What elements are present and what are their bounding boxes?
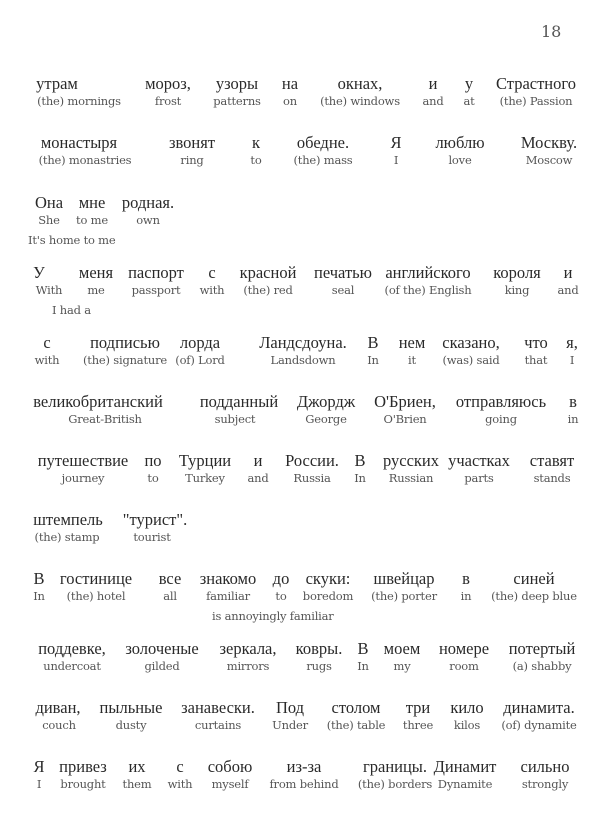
english-gloss: with [167,777,193,791]
russian-word: В [33,569,45,588]
idiom-gloss: I had a [52,303,91,317]
russian-word: с [43,333,51,352]
english-gloss: couch [42,718,76,732]
english-gloss: familiar [206,589,250,603]
english-gloss: I [569,353,575,367]
english-gloss: (of) dynamite [501,718,577,732]
russian-word: моем [383,639,421,658]
english-gloss: (the) windows [320,94,400,108]
russian-word: В [367,333,379,352]
english-gloss: to [147,471,159,485]
russian-word: из-за [286,757,322,776]
russian-word: родная. [121,193,175,212]
english-gloss: journey [61,471,105,485]
russian-word: Под [275,698,305,717]
english-gloss: (a) shabby [512,659,572,673]
russian-word: "турист". [122,510,188,529]
russian-word: английского [385,263,471,282]
russian-word: в [569,392,577,411]
text-line [0,133,607,173]
text-line [0,639,607,679]
russian-word: динамита. [503,698,575,717]
english-gloss: at [463,94,475,108]
russian-word: путешествие [37,451,129,470]
english-gloss: it [408,353,416,367]
russian-word: O'Бриен, [374,392,436,411]
english-gloss: (the) hotel [66,589,126,603]
english-gloss: in [567,412,579,426]
english-gloss: Moscow [525,153,573,167]
russian-word: нем [398,333,426,352]
text-line [0,263,607,303]
russian-word: кило [450,698,484,717]
russian-word: ковры. [295,639,343,658]
russian-word: обедне. [296,133,350,152]
text-line [0,510,607,550]
russian-word: мне [78,193,106,212]
text-line [0,333,607,373]
russian-word: подписью [90,333,160,352]
english-gloss: and [557,283,579,297]
english-gloss: to [275,589,287,603]
russian-word: В [357,639,369,658]
russian-word: собою [207,757,253,776]
english-gloss: (the) stamp [34,530,100,544]
english-gloss: that [524,353,548,367]
english-gloss: frost [154,94,182,108]
russian-word: люблю [435,133,485,152]
russian-word: что [524,333,548,352]
text-line [0,392,607,432]
english-gloss: going [485,412,517,426]
english-gloss: with [199,283,225,297]
english-gloss: With [35,283,63,297]
russian-word: Ландсдоуна. [259,333,347,352]
russian-word: поддевке, [38,639,106,658]
russian-word: по [144,451,162,470]
english-gloss: all [163,589,177,603]
english-gloss: on [283,94,297,108]
english-gloss: myself [211,777,249,791]
english-gloss: own [136,213,160,227]
english-gloss: subject [214,412,256,426]
text-line [0,74,607,114]
russian-word: и [253,451,263,470]
english-gloss: to me [76,213,108,227]
english-gloss: and [422,94,444,108]
russian-word: участках [448,451,510,470]
text-line [0,193,607,233]
english-gloss: mirrors [226,659,270,673]
english-gloss: (the) porter [371,589,437,603]
english-gloss: (the) borders [357,777,433,791]
english-gloss: (the) mass [293,153,353,167]
idiom-gloss: It's home to me [28,233,116,247]
english-gloss: passport [131,283,181,297]
english-gloss: Dynamite [437,777,493,791]
russian-word: сказано, [442,333,500,352]
russian-word: границы. [362,757,428,776]
english-gloss: patterns [213,94,261,108]
english-gloss: Russia [293,471,331,485]
russian-word: пыльные [99,698,163,717]
english-gloss: In [33,589,45,603]
russian-word: короля [493,263,541,282]
english-gloss: Landsdown [270,353,336,367]
english-gloss: rugs [306,659,332,673]
russian-word: меня [78,263,114,282]
russian-word: мороз, [145,74,191,93]
russian-word: с [208,263,216,282]
russian-word: швейцар [373,569,435,588]
english-gloss: In [357,659,369,673]
russian-word: ставят [529,451,575,470]
english-gloss: Turkey [185,471,225,485]
english-gloss: and [247,471,269,485]
english-gloss: to [250,153,262,167]
russian-word: синей [513,569,555,588]
english-gloss: O'Brien [383,412,427,426]
russian-word: Я [390,133,402,152]
russian-word: Джордж [296,392,356,411]
english-gloss: She [38,213,60,227]
english-gloss: Great-British [68,412,142,426]
english-gloss: seal [331,283,355,297]
russian-word: русских [382,451,440,470]
russian-word: номере [438,639,490,658]
english-gloss: Under [272,718,308,732]
english-gloss: with [34,353,60,367]
english-gloss: stands [533,471,571,485]
russian-word: красной [239,263,297,282]
russian-word: занавески. [181,698,255,717]
english-gloss: boredom [302,589,354,603]
russian-word: подданный [199,392,279,411]
russian-word: России. [285,451,339,470]
russian-word: с [176,757,184,776]
english-gloss: curtains [194,718,242,732]
english-gloss: strongly [521,777,569,791]
russian-word: утрам [36,74,78,93]
russian-word: Я [33,757,45,776]
russian-word: на [281,74,299,93]
english-gloss: ring [180,153,204,167]
english-gloss: gilded [144,659,180,673]
english-gloss: (the) monastries [38,153,132,167]
russian-word: их [128,757,146,776]
russian-word: гостинице [59,569,133,588]
russian-word: и [563,263,573,282]
russian-word: в [462,569,470,588]
russian-word: сильно [520,757,570,776]
russian-word: скуки: [305,569,351,588]
russian-word: Турции [178,451,232,470]
russian-word: У [33,263,45,282]
russian-word: до [272,569,290,588]
russian-word: узоры [215,74,259,93]
english-gloss: undercoat [43,659,101,673]
english-gloss: (the) deep blue [491,589,577,603]
english-gloss: (the) table [326,718,386,732]
english-gloss: parts [464,471,494,485]
english-gloss: me [87,283,105,297]
english-gloss: king [504,283,530,297]
english-gloss: in [460,589,472,603]
text-line [0,698,607,738]
english-gloss: (of the) English [384,283,472,297]
english-gloss: (the) Passion [499,94,573,108]
russian-word: Москву. [520,133,578,152]
russian-word: три [405,698,431,717]
russian-word: окнах, [337,74,383,93]
english-gloss: Russian [388,471,434,485]
english-gloss: (of) Lord [175,353,225,367]
russian-word: и [428,74,438,93]
russian-word: Динамит [433,757,497,776]
english-gloss: (the) red [243,283,293,297]
russian-word: паспорт [128,263,184,282]
russian-word: штемпель [33,510,103,529]
page-number: 18 [541,22,562,41]
english-gloss: them [122,777,152,791]
russian-word: великобританский [33,392,163,411]
idiom-gloss: is annoyingly familiar [212,609,334,623]
russian-word: зеркала, [219,639,277,658]
russian-word: столом [331,698,381,717]
english-gloss: tourist [133,530,171,544]
text-line [0,569,607,609]
russian-word: у [464,74,474,93]
english-gloss: (was) said [442,353,500,367]
russian-word: знакомо [199,569,257,588]
russian-word: я, [566,333,578,352]
english-gloss: (the) mornings [37,94,121,108]
russian-word: Страстного [496,74,576,93]
russian-word: В [354,451,366,470]
english-gloss: room [449,659,479,673]
english-gloss: love [448,153,472,167]
text-line [0,757,607,797]
english-gloss: dusty [115,718,147,732]
russian-word: потертый [508,639,576,658]
english-gloss: my [393,659,411,673]
russian-word: золоченые [125,639,199,658]
english-gloss: In [354,471,366,485]
russian-word: звонят [168,133,216,152]
english-gloss: I [36,777,42,791]
english-gloss: kilos [453,718,481,732]
english-gloss: three [402,718,434,732]
russian-word: привез [59,757,107,776]
text-line [0,451,607,491]
russian-word: печатью [314,263,372,282]
english-gloss: (the) signature [83,353,167,367]
russian-word: монастыря [40,133,118,152]
english-gloss: I [393,153,399,167]
english-gloss: brought [60,777,106,791]
english-gloss: In [367,353,379,367]
russian-word: к [251,133,261,152]
russian-word: диван, [35,698,81,717]
russian-word: отправляюсь [455,392,547,411]
russian-word: все [158,569,182,588]
english-gloss: from behind [269,777,339,791]
russian-word: Она [34,193,64,212]
english-gloss: George [305,412,347,426]
russian-word: лорда [179,333,221,352]
